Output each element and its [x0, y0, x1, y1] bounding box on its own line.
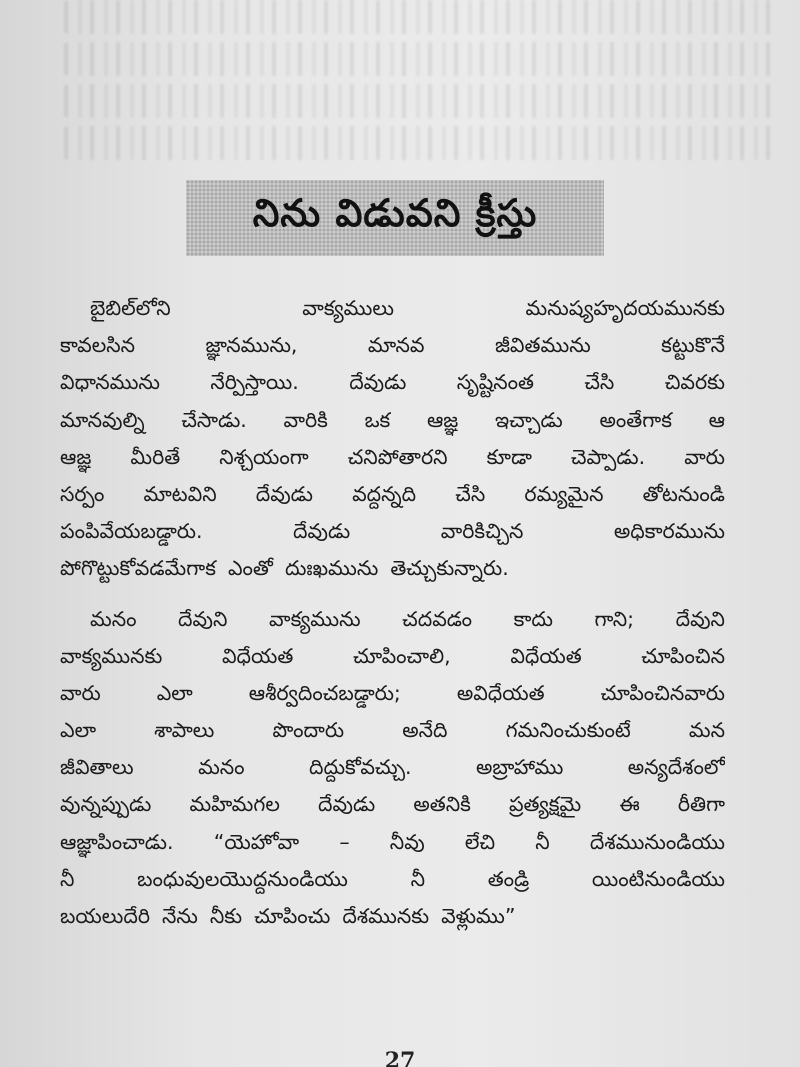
- text-line: కావలసిన జ్ఞానమును, మానవ జీవితమును కట్టుకొనే: [60, 333, 725, 358]
- text-line: వున్నప్పుడు మహిమగల దేవుడు అతనికి ప్రత్యక్షమై ఈ రీతిగా: [60, 792, 725, 817]
- chapter-title-box: [186, 180, 604, 256]
- text-line: నీ బంధువులయొద్దనుండియు నీ తండ్రి యింటినుండియు: [60, 866, 725, 891]
- text-line: ఆజ్ఞ మీరితే నిశ్చయంగా చనిపోతారని కూడా చెప్పాడు. వారు: [60, 444, 725, 469]
- text-line: పంపివేయబడ్డారు. దేవుడు వారికిచ్చిన అధికారమును: [60, 519, 725, 544]
- text-line: వారు ఎలా ఆశీర్వదించబడ్డారు; అవిధేయత చూపించినవారు: [60, 680, 725, 705]
- text-line: బైబిల్‌లోని వాక్యములు మనుష్యహృదయమునకు: [90, 296, 725, 320]
- body-text: [60, 290, 725, 935]
- text-line: పోగొట్టుకోవడమేగాక ఎంతో దుఃఖమును తెచ్చుకున్నారు.: [60, 556, 509, 581]
- text-line: సర్పం మాటవిని దేవుడు వద్దన్నది చేసి రమ్యమైన తోటనుండి: [60, 481, 725, 506]
- text-line: జీవితాలు మనం దిద్దుకోవచ్చు. అబ్రాహాము అన్యదేశంలో: [60, 755, 725, 780]
- paragraph: [60, 290, 725, 588]
- text-line: బయలుదేరి నేను నీకు చూపించు దేశమునకు వెళ్లుము”: [60, 904, 516, 928]
- text-line: ఆజ్ఞాపించాడు. “యెహోవా – నీవు లేచి నీ దేశమునుండియు: [60, 829, 725, 854]
- paragraph: [60, 601, 725, 936]
- text-line: వాక్యమునకు విధేయత చూపించాలి, విధేయత చూపించిన: [60, 643, 725, 668]
- text-line: మానవుల్ని చేసాడు. వారికి ఒక ఆజ్ఞ ఇచ్చాడు అంతేగాక ఆ: [60, 407, 725, 432]
- page-number: 27: [384, 1048, 416, 1067]
- chapter-title: నిను విడువని క్రీస్తు: [252, 191, 538, 235]
- text-line: మనం దేవుని వాక్యమును చదవడం కాదు గాని; దేవుని: [90, 606, 725, 631]
- bleed-through-text: [60, 0, 780, 170]
- text-line: విధానమును నేర్పిస్తాయి. దేవుడు సృష్టినంత చేసి చివరకు: [60, 370, 725, 395]
- text-line: ఎలా శాపాలు పొందారు అనేది గమనించుకుంటే మన: [60, 718, 725, 743]
